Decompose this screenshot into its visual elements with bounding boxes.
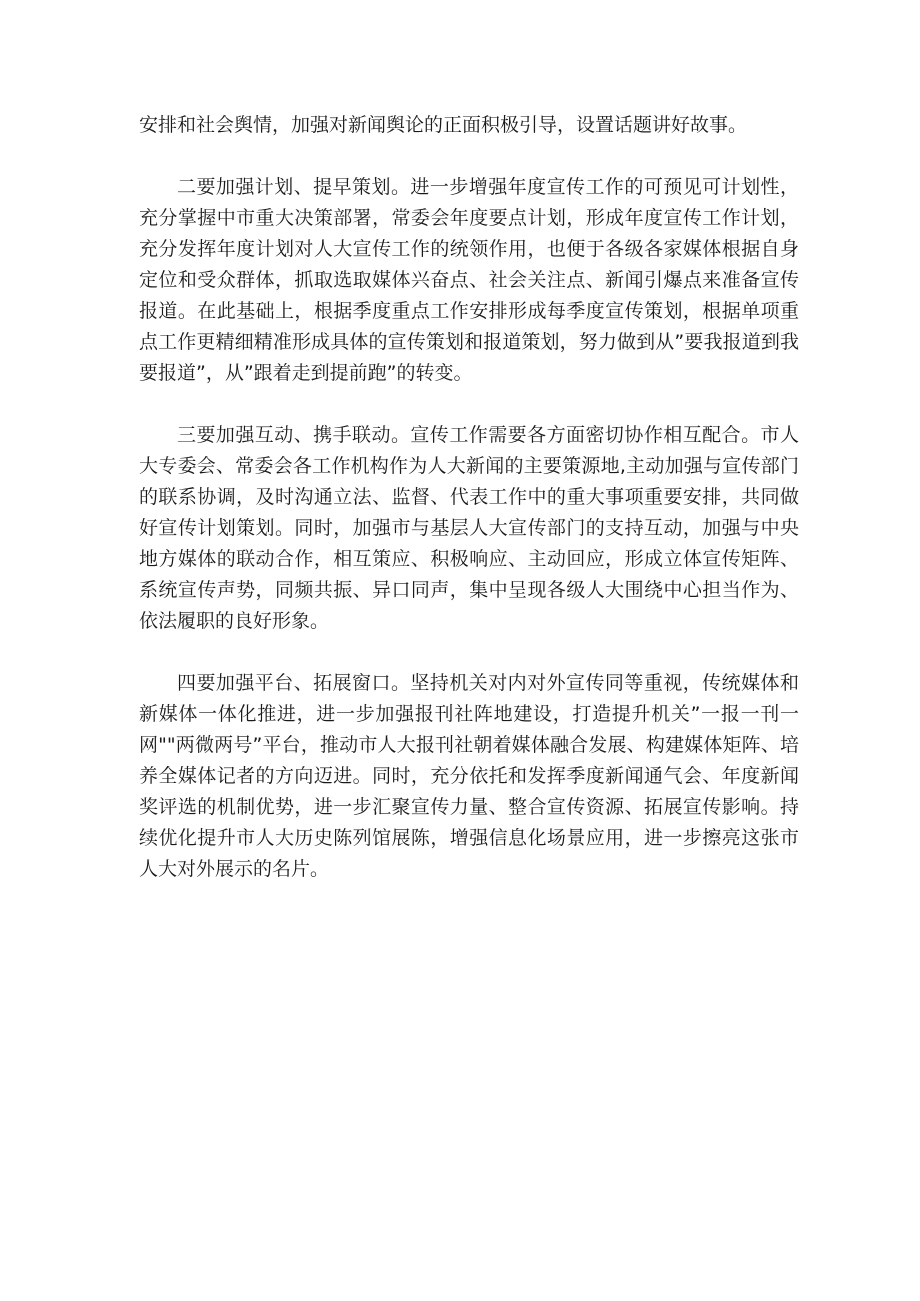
paragraph-planning: 二要加强计划、提早策划。进一步增强年度宣传工作的可预见可计划性，充分掌握中市重大决策部署，常委会年度要点计划，形成年度宣传工作计划，充分发挥年度计划对人大宣传工作的统领作用，也便于各级各家媒体根据自身定位和受众群体，抓取选取媒体兴奋点、社会关注点、新闻引爆点来准备宣传报道。在此基础上，根据季度重点工作安排形成每季度宣传策划，根据单项重点工作更精细精准形成具体的宣传策划和报道策划，努力做到从”要我报道到我要报道”，从”跟着走到提前跑”的转变。 [139,176,799,384]
paragraph-continuation: 安排和社会舆情，加强对新闻舆论的正面积极引导，设置话题讲好故事。 [139,114,748,136]
document-body [139,110,799,916]
paragraph-interaction: 三要加强互动、携手联动。宣传工作需要各方面密切协作相互配合。市人大专委会、常委会各工作机构作为人大新闻的主要策源地,主动加强与宣传部门的联系协调，及时沟通立法、监督、代表工作中的重大事项重要安排，共同做好宣传计划策划。同时，加强市与基层人大宣传部门的支持互动，加强与中央地方媒体的联动合作，相互策应、积极响应、主动回应，形成立体宣传矩阵、系统宣传声势，同频共振、异口同声，集中呈现各级人大围绕中心担当作为、依法履职的良好形象。 [139,424,799,632]
paragraph-platform: 四要加强平台、拓展窗口。坚持机关对内对外宣传同等重视，传统媒体和新媒体一体化推进，进一步加强报刊社阵地建设，打造提升机关”一报一刊一网""两微两号”平台，推动市人大报刊社朝着媒体融合发展、构建媒体矩阵、培养全媒体记者的方向迈进。同时，充分依托和发挥季度新闻通气会、年度新闻奖评选的机制优势，进一步汇聚宣传力量、整合宣传资源、拓展宣传影响。持续优化提升市人大历史陈列馆展陈，增强信息化场景应用，进一步擦亮这张市人大对外展示的名片。 [139,672,799,880]
